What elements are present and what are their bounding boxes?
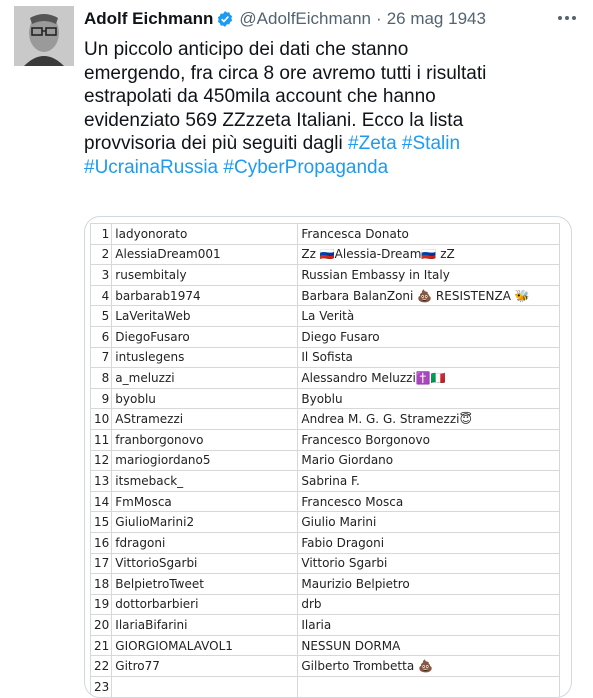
display-name-cell: La Verità <box>298 306 560 327</box>
tweet-text-segment: estrapolati da 450mila account che hanno <box>84 86 436 107</box>
accounts-table <box>90 223 560 698</box>
username-cell: BelpietroTweet <box>112 574 298 595</box>
display-name-cell: Byoblu <box>298 388 560 409</box>
row-number: 12 <box>91 450 112 471</box>
display-name-cell: Gilberto Trombetta 💩 <box>298 656 560 677</box>
username-cell: mariogiordano5 <box>112 450 298 471</box>
table-row <box>91 306 560 327</box>
tweet-text-line <box>84 38 579 62</box>
display-name-cell: Giulio Marini <box>298 512 560 533</box>
table-row <box>91 368 560 389</box>
username-cell: byoblu <box>112 388 298 409</box>
username-cell: franborgonovo <box>112 429 298 450</box>
display-name-cell: Francesco Borgonovo <box>298 429 560 450</box>
row-number: 19 <box>91 594 112 615</box>
row-number: 3 <box>91 265 112 286</box>
username-cell: itsmeback_ <box>112 471 298 492</box>
display-name-cell: Fabio Dragoni <box>298 532 560 553</box>
row-number: 8 <box>91 368 112 389</box>
author-name[interactable]: Adolf Eichmann <box>84 9 214 28</box>
username-cell: VittorioSgarbi <box>112 553 298 574</box>
tweet-text-line <box>84 62 579 86</box>
display-name-cell: Vittorio Sgarbi <box>298 553 560 574</box>
display-name-cell: Francesco Mosca <box>298 491 560 512</box>
username-cell: ladyonorato <box>112 224 298 245</box>
table-row <box>91 615 560 636</box>
display-name-cell: Barbara BalanZoni 💩 RESISTENZA 🐝 <box>298 285 560 306</box>
tweet-text-line <box>84 132 579 156</box>
display-name-cell: Ilaria <box>298 615 560 636</box>
verified-badge-icon[interactable] <box>216 10 234 28</box>
table-row <box>91 409 560 430</box>
table-row <box>91 450 560 471</box>
username-cell: FmMosca <box>112 491 298 512</box>
display-name-cell: Francesca Donato <box>298 224 560 245</box>
username-cell: AlessiaDream001 <box>112 244 298 265</box>
username-cell: GIORGIOMALAVOL1 <box>112 635 298 656</box>
separator-dot: · <box>376 9 382 28</box>
tweet-text-line <box>84 109 579 133</box>
tweet-text-line <box>84 156 579 180</box>
tweet-text-segment: emergendo, fra circa 8 ore avremo tutti i risultati <box>84 62 487 84</box>
tweet-text-segment: evidenziato 569 ZZzzeta Italiani. Ecco la lista <box>84 109 464 131</box>
username-cell: LaVeritaWeb <box>112 306 298 327</box>
display-name-cell: Andrea M. G. G. Stramezzi😇 <box>298 409 560 430</box>
table-row <box>91 574 560 595</box>
row-number: 4 <box>91 285 112 306</box>
username-cell: intuslegens <box>112 347 298 368</box>
row-number: 13 <box>91 471 112 492</box>
table-row <box>91 429 560 450</box>
table-row <box>91 265 560 286</box>
table-row <box>91 326 560 347</box>
table-row <box>91 532 560 553</box>
display-name-cell: NESSUN DORMA <box>298 635 560 656</box>
username-cell: dottorbarbieri <box>112 594 298 615</box>
hashtag-link[interactable]: #UcrainaRussia <box>84 156 219 178</box>
row-number: 5 <box>91 306 112 327</box>
username-cell: GiulioMarini2 <box>112 512 298 533</box>
username-cell: Gitro77 <box>112 656 298 677</box>
row-number: 11 <box>91 429 112 450</box>
display-name-cell: Maurizio Belpietro <box>298 574 560 595</box>
table-row <box>91 635 560 656</box>
table-row <box>91 512 560 533</box>
display-name-cell: Russian Embassy in Italy <box>298 265 560 286</box>
hashtag-link[interactable]: #Stalin <box>401 133 461 154</box>
display-name-cell: Alessandro Meluzzi✝️🇮🇹 <box>298 368 560 389</box>
tweet-text-line <box>84 85 579 109</box>
username-cell: DiegoFusaro <box>112 326 298 347</box>
username-cell: IlariaBifarini <box>112 615 298 636</box>
hashtag-link[interactable]: #Zeta <box>348 133 397 154</box>
tweet-header <box>84 6 486 32</box>
display-name-cell: Diego Fusaro <box>298 326 560 347</box>
display-name-cell: Zz 🇷🇺Alessia-Dream🇷🇺 zZ <box>298 244 560 265</box>
row-number: 16 <box>91 532 112 553</box>
row-number: 6 <box>91 326 112 347</box>
table-row <box>91 388 560 409</box>
username-cell: rusembitaly <box>112 265 298 286</box>
table-row <box>91 224 560 245</box>
tweet-text-segment: provvisoria dei più seguiti dagli <box>84 133 349 154</box>
row-number: 9 <box>91 388 112 409</box>
row-number: 1 <box>91 224 112 245</box>
row-number: 18 <box>91 574 112 595</box>
table-row <box>91 553 560 574</box>
display-name-cell: Sabrina F. <box>298 471 560 492</box>
row-number: 15 <box>91 512 112 533</box>
row-number: 17 <box>91 553 112 574</box>
row-number: 23 <box>91 677 112 698</box>
username-cell: AStramezzi <box>112 409 298 430</box>
spreadsheet-image <box>90 223 560 698</box>
table-row <box>91 491 560 512</box>
display-name-cell: Mario Giordano <box>298 450 560 471</box>
row-number: 2 <box>91 244 112 265</box>
display-name-cell: drb <box>298 594 560 615</box>
table-row <box>91 471 560 492</box>
row-number: 22 <box>91 656 112 677</box>
username-cell: a_meluzzi <box>112 368 298 389</box>
table-row <box>91 656 560 677</box>
display-name-cell: Il Sofista <box>298 347 560 368</box>
row-number: 20 <box>91 615 112 636</box>
row-number: 21 <box>91 635 112 656</box>
tweet-date[interactable]: 26 mag 1943 <box>386 9 486 28</box>
username-cell: fdragoni <box>112 532 298 553</box>
hashtag-link[interactable]: #CyberPropaganda <box>223 156 389 178</box>
tweet-text-segment: Un piccolo anticipo dei dati che stanno <box>84 39 409 60</box>
table-row <box>91 347 560 368</box>
table-row <box>91 285 560 306</box>
table-row <box>91 594 560 615</box>
row-number: 14 <box>91 491 112 512</box>
table-row <box>91 244 560 265</box>
author-handle[interactable]: @AdolfEichmann <box>239 9 372 28</box>
username-cell: barbarab1974 <box>112 285 298 306</box>
row-number: 7 <box>91 347 112 368</box>
row-number: 10 <box>91 409 112 430</box>
tweet-text <box>84 38 579 179</box>
more-options-icon[interactable] <box>555 6 579 30</box>
avatar[interactable] <box>14 6 74 66</box>
tweet-media-image[interactable] <box>84 216 572 698</box>
